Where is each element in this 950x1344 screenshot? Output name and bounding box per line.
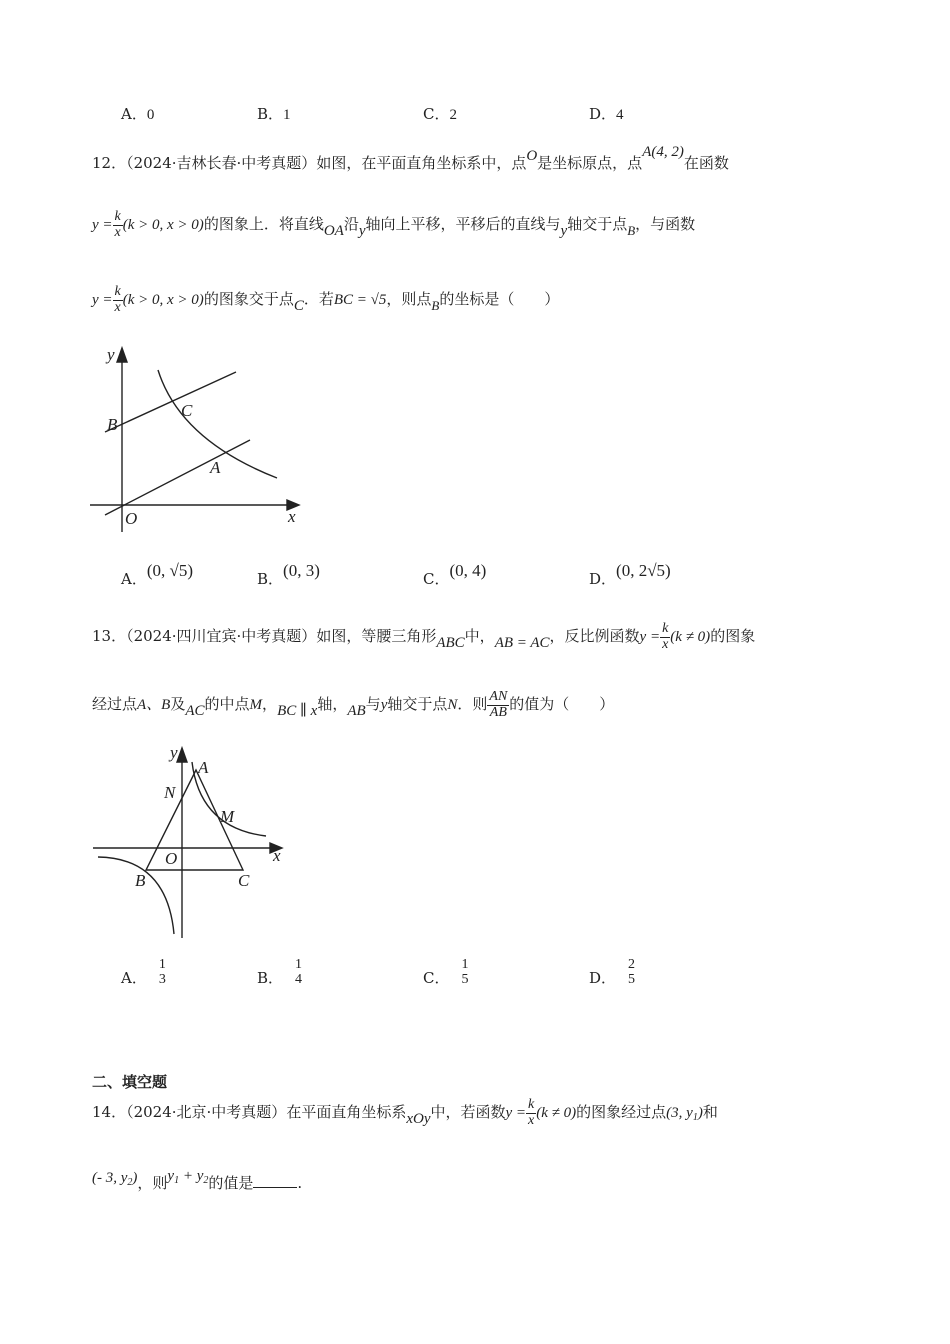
q12-option-a: A．(0, √5) (121, 561, 193, 588)
label-n: N (164, 783, 176, 802)
line-bc (105, 372, 236, 432)
q13-line2: 经过点A、B及AC的中点M，BC ∥ x轴，AB与y轴交于点N．则 $\frac{AN}{AB}$ 的值为（ ） (92, 689, 615, 720)
q13-option-b: B． 1 4 (257, 957, 303, 987)
y-axis-arrow (177, 748, 187, 762)
q12-option-b: B．(0, 3) (257, 561, 320, 588)
q13-line1: 13．（2024·四川宜宾·中考真题）如图，等腰三角形ABC中，AB = AC，反比例函数y = $\frac{k}{x}$ (k ≠ 0)的图象 (92, 621, 756, 652)
hyperbola-branch-2 (98, 857, 174, 934)
y-axis-arrow (117, 348, 127, 362)
label-a: A (198, 758, 209, 777)
q11-option-b: B．1 (257, 105, 291, 123)
q11-option-a: A．0 (121, 105, 155, 123)
q14-line1: 14．（2024·北京·中考真题）在平面直角坐标系xOy中，若函数y = $\frac{k}{x}$ (k ≠ 0)的图象经过点(3, $y_1$)和 (92, 1097, 718, 1128)
label-a: A (210, 458, 221, 477)
label-b: B (135, 871, 146, 890)
q13-option-a: A． 1 3 (121, 957, 166, 987)
label-b: B (107, 415, 118, 434)
label-y: y (107, 345, 115, 364)
q11-option-c: C．2 (423, 105, 457, 123)
label-o: O (125, 509, 138, 528)
line-oa (105, 440, 250, 515)
q14-line2: (- 3, $y_2$)，则$y_1 + y_2$的值是 . (92, 1168, 303, 1192)
q12-line2: y = $\frac{k}{x}$ (k > 0, x > 0)的图象上．将直线OA沿y轴向上平移，平移后的直线与y轴交于点B，与函数 (92, 209, 696, 240)
answer-blank[interactable] (253, 1173, 297, 1188)
q12-option-c: C．(0, 4) (423, 561, 487, 588)
q12-option-d: D．(0, 2√5) (589, 561, 671, 588)
q12-figure (85, 340, 310, 540)
q13-figure (88, 740, 298, 945)
label-y: y (170, 743, 178, 762)
label-x: x (288, 507, 296, 526)
q13-option-c: C． 1 5 (423, 957, 469, 987)
q11-option-d: D．4 (589, 105, 624, 123)
label-m: M (220, 807, 235, 826)
section-title: 二、填空题 (92, 1073, 168, 1091)
label-x: x (273, 846, 281, 865)
label-o: O (165, 849, 178, 868)
label-c: C (238, 871, 250, 890)
q13-option-d: D． 2 5 (589, 957, 636, 987)
q12-line1: 12．（2024·吉林长春·中考真题）如图，在平面直角坐标系中，点O是坐标原点，点A(4, 2)在函数 (92, 144, 729, 172)
label-c: C (181, 401, 193, 420)
q12-line3: y = $\frac{k}{x}$ (k > 0, x > 0)的图象交于点C．若BC = √5，则点B的坐标是（ ） (92, 284, 560, 315)
